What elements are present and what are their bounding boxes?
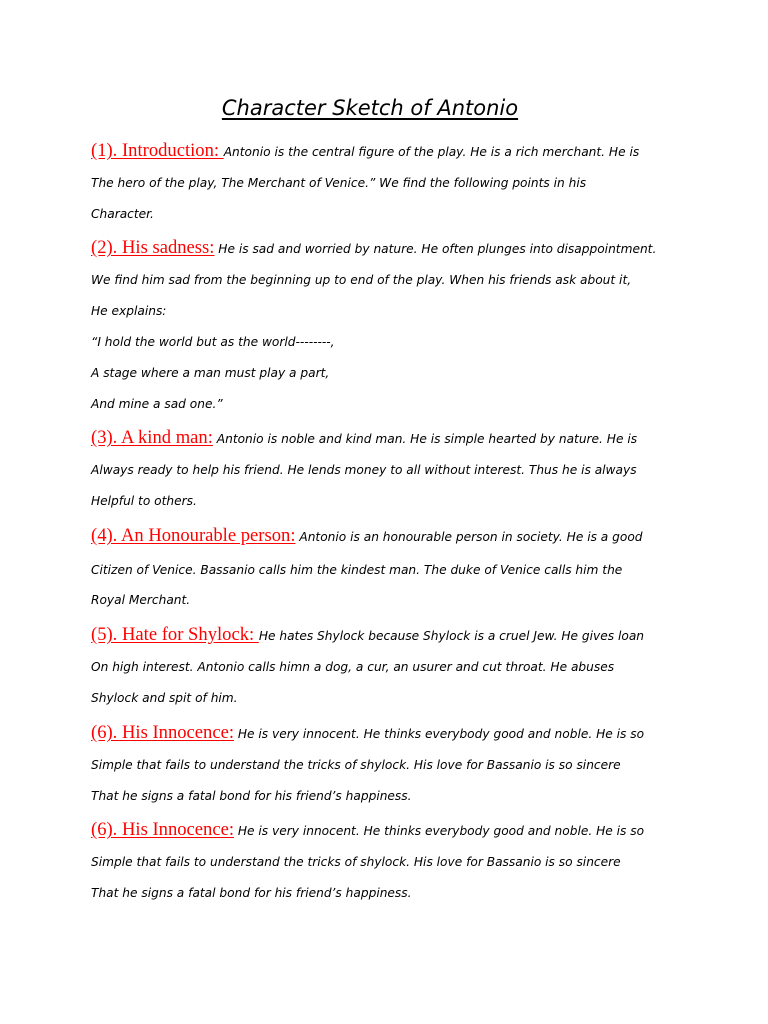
quote-line: And mine a sad one.” <box>91 397 223 411</box>
quote-line: “I hold the world but as the world--------, <box>91 335 335 349</box>
paragraph-line: The hero of the play, The Merchant of Venice.” We find the following points in his <box>91 176 587 190</box>
paragraph-line: Simple that fails to understand the tricks of shylock. His love for Bassanio is so sincere <box>91 758 621 772</box>
section-honourable-person <box>91 524 643 548</box>
section-heading-his-innocence: (6). His Innocence: <box>91 722 235 743</box>
section-heading-his-sadness: (2). His sadness: <box>91 237 215 258</box>
paragraph-line: Always ready to help his friend. He lends money to all without interest. Thus he is always <box>91 463 637 477</box>
section-introduction <box>91 139 639 163</box>
section-heading-introduction: (1). Introduction: <box>91 140 224 161</box>
paragraph-line: Simple that fails to understand the tricks of shylock. His love for Bassanio is so sincere <box>91 855 621 869</box>
paragraph-line: That he signs a fatal bond for his friend’s happiness. <box>91 789 412 803</box>
section-text: He is sad and worried by nature. He often plunges into disappointment. <box>214 242 657 256</box>
section-text: Antonio is an honourable person in society. He is a good <box>295 530 643 544</box>
section-heading-honourable-person: (4). An Honourable person: <box>91 525 296 546</box>
paragraph-line: Shylock and spit of him. <box>91 691 238 705</box>
quote-line: A stage where a man must play a part, <box>91 366 330 380</box>
section-his-innocence <box>91 721 644 745</box>
paragraph-line: Royal Merchant. <box>91 593 191 607</box>
paragraph-line: That he signs a fatal bond for his friend’s happiness. <box>91 886 412 900</box>
paragraph-line: We find him sad from the beginning up to end of the play. When his friends ask about it, <box>91 273 632 287</box>
paragraph-line: Character. <box>91 207 154 221</box>
paragraph-line: Citizen of Venice. Bassanio calls him the kindest man. The duke of Venice calls him the <box>91 563 623 577</box>
section-a-kind-man <box>91 426 637 450</box>
paragraph-line: He explains: <box>91 304 167 318</box>
section-text: Antonio is noble and kind man. He is simple hearted by nature. He is <box>212 432 638 446</box>
section-text: He hates Shylock because Shylock is a cruel Jew. He gives loan <box>258 629 645 643</box>
page-title: Character Sketch of Antonio <box>221 96 519 120</box>
section-text: He is very innocent. He thinks everybody good and noble. He is so <box>234 824 645 838</box>
section-heading-his-innocence-repeat: (6). His Innocence: <box>91 819 235 840</box>
paragraph-line: Helpful to others. <box>91 494 197 508</box>
section-heading-hate-for-shylock: (5). Hate for Shylock: <box>91 624 259 645</box>
section-his-innocence-repeat <box>91 818 644 842</box>
section-text: Antonio is the central figure of the play. He is a rich merchant. He is <box>223 145 640 159</box>
paragraph-line: On high interest. Antonio calls himn a dog, a cur, an usurer and cut throat. He abuses <box>91 660 615 674</box>
section-text: He is very innocent. He thinks everybody good and noble. He is so <box>234 727 645 741</box>
section-his-sadness <box>91 236 656 260</box>
section-heading-a-kind-man: (3). A kind man: <box>91 427 213 448</box>
section-hate-for-shylock <box>91 623 644 647</box>
